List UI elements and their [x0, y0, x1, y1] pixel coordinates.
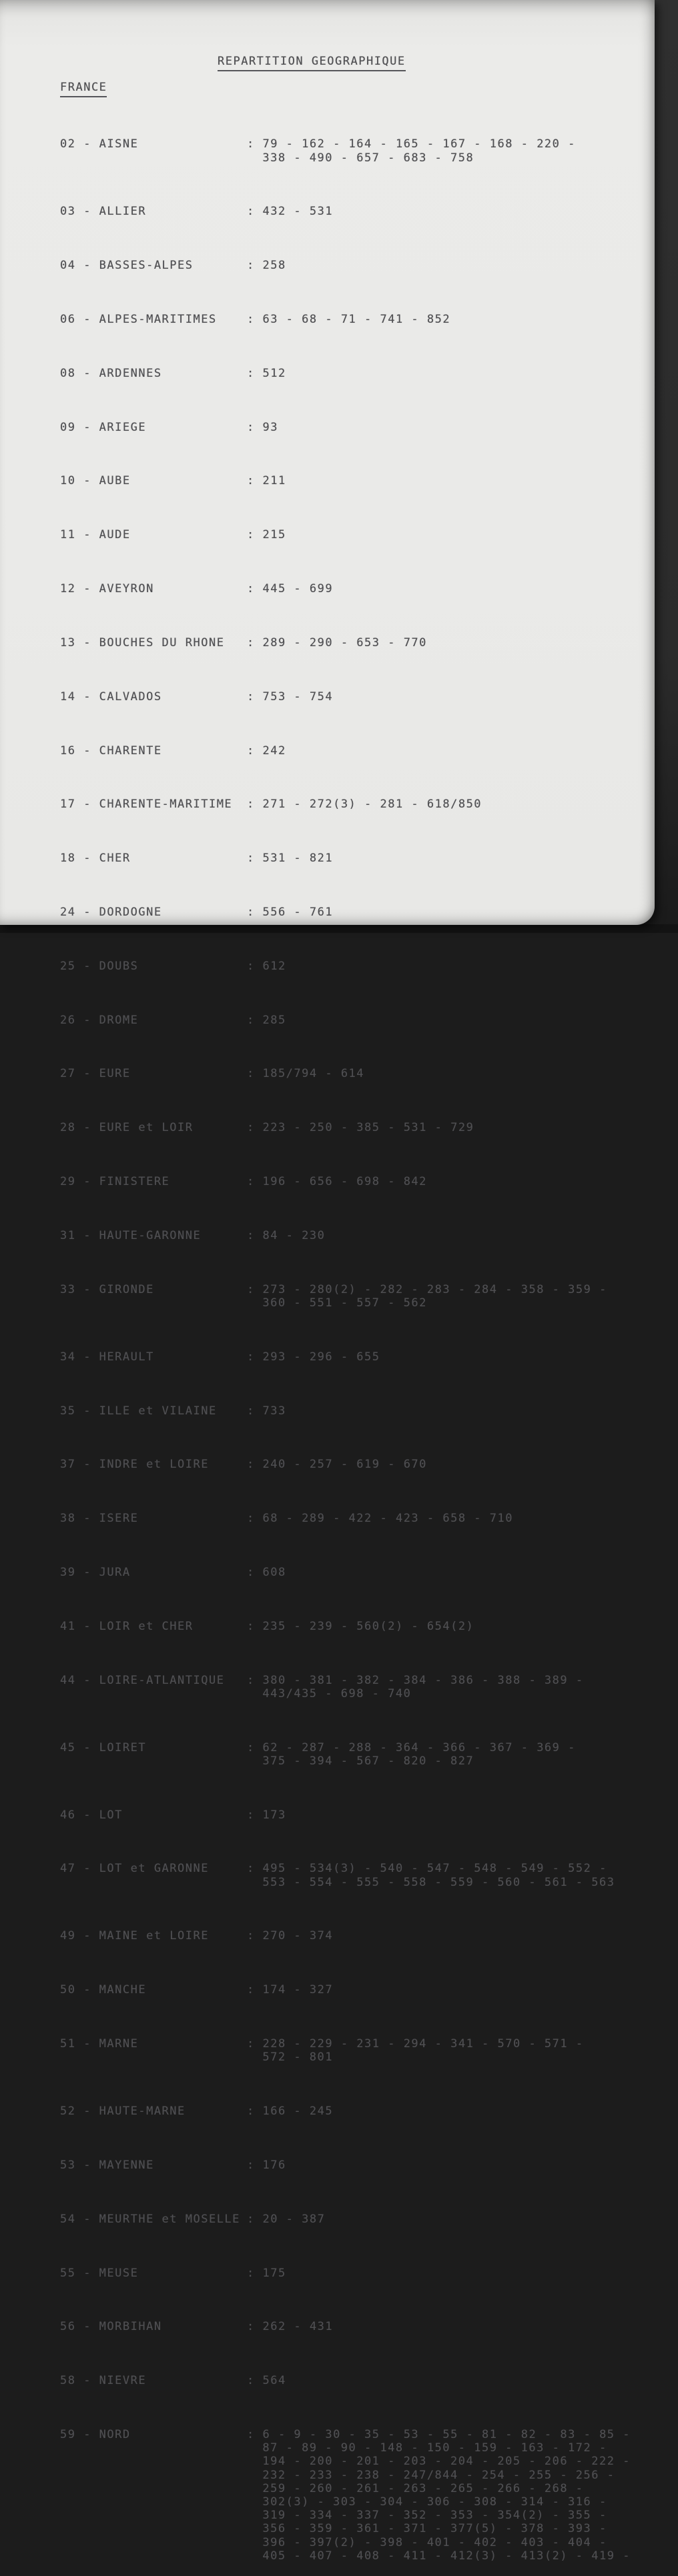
value-line: : 211: [247, 474, 286, 488]
department-label: 59 - NORD: [60, 2427, 131, 2441]
value-line: : 271 - 272(3) - 281 - 618/850: [247, 798, 482, 812]
department-values: [247, 1620, 649, 1633]
value-line: : 215: [247, 528, 286, 542]
department-label: 25 - DOUBS: [60, 959, 139, 973]
value-line: : 63 - 68 - 71 - 741 - 852: [247, 313, 451, 327]
department-label: 27 - EURE: [60, 1067, 131, 1081]
department-values: [247, 1741, 649, 1768]
department-values: [247, 1067, 649, 1080]
department-row: [60, 2037, 649, 2064]
department-row: [60, 137, 649, 164]
department-label: 08 - ARDENNES: [60, 366, 162, 380]
department-values: [247, 367, 649, 380]
department-row: [60, 2213, 649, 2226]
department-label: 31 - HAUTE-GARONNE: [60, 1228, 202, 1242]
department-values: [247, 1229, 649, 1242]
department-values: [247, 690, 649, 704]
department-row: [60, 1566, 649, 1579]
department-row: [60, 960, 649, 973]
value-line: : 62 - 287 - 288 - 364 - 366 - 367 - 369 -: [247, 1740, 576, 1754]
department-label: 53 - MAYENNE: [60, 2158, 154, 2172]
department-values: [247, 744, 649, 758]
department-values: [247, 1674, 649, 1700]
department-values: [247, 205, 649, 218]
value-line-continuation: 572 - 801: [262, 2051, 334, 2065]
value-line: : 273 - 280(2) - 282 - 283 - 284 - 358 - 359 -: [247, 1282, 607, 1296]
department-row: [60, 1929, 649, 1943]
department-label: 54 - MEURTHE et MOSELLE: [60, 2212, 240, 2226]
department-label: 28 - EURE et LOIR: [60, 1121, 194, 1135]
value-line: : 531 - 821: [247, 852, 334, 866]
value-line: : 175: [247, 2266, 286, 2280]
department-row: [60, 2267, 649, 2280]
value-line: : 432 - 531: [247, 205, 334, 219]
department-row: [60, 2159, 649, 2172]
department-row: [60, 582, 649, 595]
department-row: [60, 1983, 649, 1997]
value-line: : 6 - 9 - 30 - 35 - 53 - 55 - 81 - 82 - 83 - 85 -: [247, 2427, 631, 2441]
department-values: [247, 906, 649, 919]
department-values: [247, 1929, 649, 1943]
value-line-continuation: 87 - 89 - 90 - 148 - 150 - 159 - 163 - 172 -: [262, 2441, 607, 2455]
department-values: [247, 1862, 649, 1888]
department-row: [60, 528, 649, 541]
department-row: [60, 798, 649, 811]
department-values: [247, 960, 649, 973]
value-line: : 445 - 699: [247, 582, 334, 596]
value-line: : 612: [247, 959, 286, 973]
department-row: [60, 1175, 649, 1188]
department-values: [247, 798, 649, 811]
department-label: 02 - AISNE: [60, 137, 139, 151]
department-label: 55 - MEUSE: [60, 2266, 139, 2280]
value-line-continuation: 443/435 - 698 - 740: [262, 1686, 412, 1700]
department-row: [60, 259, 649, 272]
department-values: [247, 1175, 649, 1188]
department-row: [60, 906, 649, 919]
value-line: : 223 - 250 - 385 - 531 - 729: [247, 1121, 474, 1135]
department-label: 16 - CHARENTE: [60, 744, 162, 758]
department-row: [60, 1067, 649, 1080]
department-values: [247, 421, 649, 434]
value-line: : 608: [247, 1565, 286, 1579]
department-values: [247, 2213, 649, 2226]
department-label: 18 - CHER: [60, 852, 131, 866]
value-line: : 185/794 - 614: [247, 1067, 365, 1081]
department-values: [247, 1283, 649, 1310]
department-values: [247, 636, 649, 650]
department-row: [60, 2320, 649, 2333]
value-line: : 512: [247, 366, 286, 380]
value-line: : 733: [247, 1404, 286, 1418]
department-label: 09 - ARIEGE: [60, 420, 147, 434]
department-label: 26 - DROME: [60, 1013, 139, 1027]
department-label: 03 - ALLIER: [60, 205, 147, 219]
department-label: 12 - AVEYRON: [60, 582, 154, 596]
value-line: : 564: [247, 2374, 286, 2388]
department-label: 11 - AUDE: [60, 528, 131, 542]
department-values: [247, 2037, 649, 2064]
department-label: 33 - GIRONDE: [60, 1282, 154, 1296]
value-line-continuation: 259 - 260 - 261 - 263 - 265 - 266 - 268 -: [262, 2481, 584, 2495]
value-line: : 228 - 229 - 231 - 294 - 341 - 570 - 571 -: [247, 2037, 584, 2051]
value-line: : 173: [247, 1808, 286, 1822]
department-list: [60, 111, 649, 2576]
department-row: [60, 1283, 649, 1310]
value-line: : 176: [247, 2158, 286, 2172]
value-line: : 84 - 230: [247, 1228, 326, 1242]
department-label: 35 - ILLE et VILAINE: [60, 1404, 217, 1418]
value-line: : 174 - 327: [247, 1983, 334, 1997]
value-line-continuation: 194 - 200 - 201 - 203 - 204 - 205 - 206 - 222 -: [262, 2455, 631, 2469]
department-label: 34 - HERAULT: [60, 1350, 154, 1364]
department-values: [247, 2267, 649, 2280]
department-row: [60, 421, 649, 434]
department-label: 38 - ISERE: [60, 1512, 139, 1526]
department-values: [247, 1121, 649, 1134]
department-row: [60, 205, 649, 218]
department-row: [60, 474, 649, 487]
department-values: [247, 852, 649, 865]
value-line: : 68 - 289 - 422 - 423 - 658 - 710: [247, 1512, 513, 1526]
department-values: [247, 1404, 649, 1418]
department-label: 29 - FINISTERE: [60, 1175, 170, 1189]
value-line-continuation: 396 - 397(2) - 398 - 401 - 402 - 403 - 404 -: [262, 2535, 607, 2549]
department-label: 52 - HAUTE-MARNE: [60, 2105, 186, 2119]
department-row: [60, 1229, 649, 1242]
department-values: [247, 1566, 649, 1579]
value-line: : 242: [247, 744, 286, 758]
value-line-continuation: 338 - 490 - 657 - 683 - 758: [262, 151, 474, 165]
value-line: : 380 - 381 - 382 - 384 - 386 - 388 - 389 -: [247, 1673, 584, 1687]
department-values: [247, 1458, 649, 1471]
department-values: [247, 1808, 649, 1822]
department-row: [60, 1512, 649, 1525]
department-values: [247, 528, 649, 541]
department-label: 47 - LOT et GARONNE: [60, 1862, 209, 1876]
department-label: 37 - INDRE et LOIRE: [60, 1458, 209, 1472]
department-values: [247, 1983, 649, 1997]
value-line: : 20 - 387: [247, 2212, 326, 2226]
department-row: [60, 636, 649, 650]
value-line: : 556 - 761: [247, 905, 334, 919]
value-line: : 753 - 754: [247, 690, 334, 704]
department-label: 24 - DORDOGNE: [60, 905, 162, 919]
department-row: [60, 1674, 649, 1700]
department-label: 17 - CHARENTE-MARITIME: [60, 798, 233, 812]
department-values: [247, 137, 649, 164]
department-row: [60, 1458, 649, 1471]
value-line: : 270 - 374: [247, 1929, 334, 1943]
department-values: [247, 2159, 649, 2172]
department-label: 13 - BOUCHES DU RHONE: [60, 635, 225, 650]
department-label: 45 - LOIRET: [60, 1740, 147, 1754]
department-label: 04 - BASSES-ALPES: [60, 259, 194, 273]
value-line-continuation: 405 - 407 - 408 - 411 - 412(3) - 413(2) - 419 -: [262, 2549, 631, 2563]
department-label: 46 - LOT: [60, 1808, 123, 1822]
department-label: 44 - LOIRE-ATLANTIQUE: [60, 1673, 225, 1687]
department-label: 50 - MANCHE: [60, 1983, 147, 1997]
department-label: 51 - MARNE: [60, 2037, 139, 2051]
department-values: [247, 1512, 649, 1525]
department-row: [60, 2374, 649, 2387]
department-label: 58 - NIEVRE: [60, 2374, 147, 2388]
department-label: 06 - ALPES-MARITIMES: [60, 313, 217, 327]
department-values: [247, 1350, 649, 1364]
department-row: [60, 1741, 649, 1768]
department-row: [60, 2105, 649, 2118]
department-row: [60, 1121, 649, 1134]
department-label: 39 - JURA: [60, 1565, 131, 1579]
department-values: [247, 2105, 649, 2118]
value-line: : 79 - 162 - 164 - 165 - 167 - 168 - 220 -: [247, 137, 576, 151]
page-title: REPARTITION GEOGRAPHIQUE: [218, 55, 406, 71]
department-label: 41 - LOIR et CHER: [60, 1619, 194, 1633]
country-heading: FRANCE: [60, 81, 107, 97]
department-label: 10 - AUBE: [60, 474, 131, 488]
value-line: : 285: [247, 1013, 286, 1027]
department-values: [247, 582, 649, 595]
department-row: [60, 1404, 649, 1418]
department-values: [247, 474, 649, 487]
department-row: [60, 1014, 649, 1027]
value-line-continuation: 356 - 359 - 361 - 371 - 377(5) - 378 - 393 -: [262, 2522, 607, 2536]
value-line-continuation: 375 - 394 - 567 - 820 - 827: [262, 1754, 474, 1768]
department-values: [247, 2320, 649, 2333]
department-row: [60, 852, 649, 865]
department-row: [60, 1350, 649, 1364]
department-row: [60, 744, 649, 758]
value-line: : 196 - 656 - 698 - 842: [247, 1175, 427, 1189]
value-line: : 235 - 239 - 560(2) - 654(2): [247, 1619, 474, 1633]
value-line: : 289 - 290 - 653 - 770: [247, 635, 427, 650]
department-row: [60, 1862, 649, 1888]
value-line-continuation: 553 - 554 - 555 - 558 - 559 - 560 - 561 - 563: [262, 1875, 615, 1889]
value-line: : 262 - 431: [247, 2320, 334, 2334]
value-line: : 166 - 245: [247, 2105, 334, 2119]
value-line: : 293 - 296 - 655: [247, 1350, 380, 1364]
department-values: [247, 259, 649, 272]
department-row: [60, 313, 649, 326]
department-row: [60, 1808, 649, 1822]
department-row: [60, 367, 649, 380]
value-line-continuation: 302(3) - 303 - 304 - 306 - 308 - 314 - 316 -: [262, 2495, 607, 2509]
value-line: : 258: [247, 259, 286, 273]
department-label: 49 - MAINE et LOIRE: [60, 1929, 209, 1943]
value-line: : 495 - 534(3) - 540 - 547 - 548 - 549 - 552 -: [247, 1862, 607, 1876]
value-line-continuation: 319 - 334 - 337 - 352 - 353 - 354(2) - 355 -: [262, 2509, 607, 2523]
department-row: [60, 2428, 649, 2563]
department-label: 56 - MORBIHAN: [60, 2320, 162, 2334]
department-label: 14 - CALVADOS: [60, 690, 162, 704]
value-line-continuation: 232 - 233 - 238 - 247/844 - 254 - 255 - 256 -: [262, 2468, 615, 2482]
value-line: : 240 - 257 - 619 - 670: [247, 1458, 427, 1472]
department-row: [60, 690, 649, 704]
department-values: [247, 313, 649, 326]
value-line-continuation: 360 - 551 - 557 - 562: [262, 1296, 427, 1310]
department-values: [247, 1014, 649, 1027]
department-values: [247, 2374, 649, 2387]
department-values: [247, 2428, 649, 2563]
department-row: [60, 1620, 649, 1633]
value-line: : 93: [247, 420, 278, 434]
